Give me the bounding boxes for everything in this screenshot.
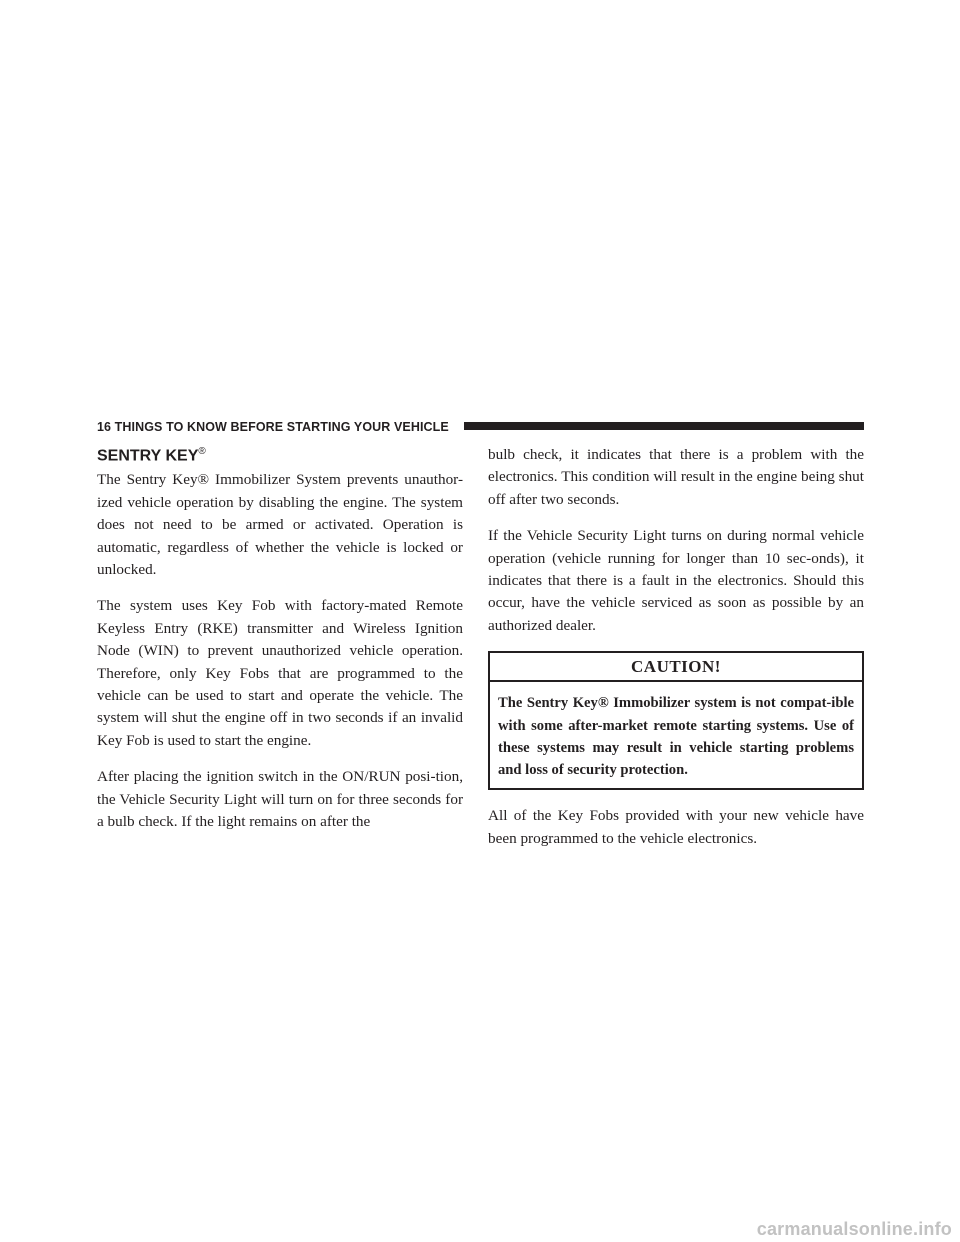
section-heading	[97, 442, 463, 466]
paragraph-bulb-check-cont: bulb check, it indicates that there is a problem with the electronics. This condition will result in the engine being shut off after two seconds.	[488, 446, 864, 508]
paragraph-security-light: If the Vehicle Security Light turns on during normal vehicle operation (vehicle running for longer than 10 sec-onds), it indicates that there is a fault in the electronics. Should this occur, have the vehicle serviced as soon as possible by an authorized dealer.	[488, 527, 864, 634]
right-column	[488, 444, 864, 864]
caution-body: The Sentry Key® Immobilizer system is not compat-ible with some after-market remote starting systems. Use of these systems may result in vehicle starting problems and loss of security protection.	[498, 695, 854, 779]
caution-title: CAUTION!	[490, 653, 862, 682]
left-column	[97, 442, 463, 847]
header-rule	[464, 422, 864, 430]
registered-mark: ®	[198, 446, 206, 457]
page-header	[97, 418, 864, 436]
section-heading-text: SENTRY KEY	[97, 447, 199, 465]
paragraph-closing: All of the Key Fobs provided with your new vehicle have been programmed to the vehicle electronics.	[488, 807, 864, 847]
paragraph-bulb-check: After placing the ignition switch in the ON/RUN posi-tion, the Vehicle Security Light will turn on for three seconds for a bulb check. If the light remains on after the	[97, 768, 463, 831]
caution-box	[488, 651, 864, 790]
paragraph-key-fob: The system uses Key Fob with factory-mated Remote Keyless Entry (RKE) transmitter and Wireless Ignition Node (WIN) to prevent unauthorized vehicle operation. Therefore, only Key Fobs that are programmed to the vehicle can be used to start and operate the vehicle. The system will shut the engine off in two seconds if an invalid Key Fob is used to start the engine.	[97, 597, 463, 749]
watermark: carmanualsonline.info	[756, 1219, 952, 1239]
paragraph-intro: The Sentry Key® Immobilizer System prevents unauthor-ized vehicle operation by disabling the engine. The system does not need to be armed or activated. Operation is automatic, regardless of whether the vehicle is locked or unlocked.	[97, 471, 463, 578]
page-number-and-chapter: 16 THINGS TO KNOW BEFORE STARTING YOUR VEHICLE	[97, 420, 449, 434]
